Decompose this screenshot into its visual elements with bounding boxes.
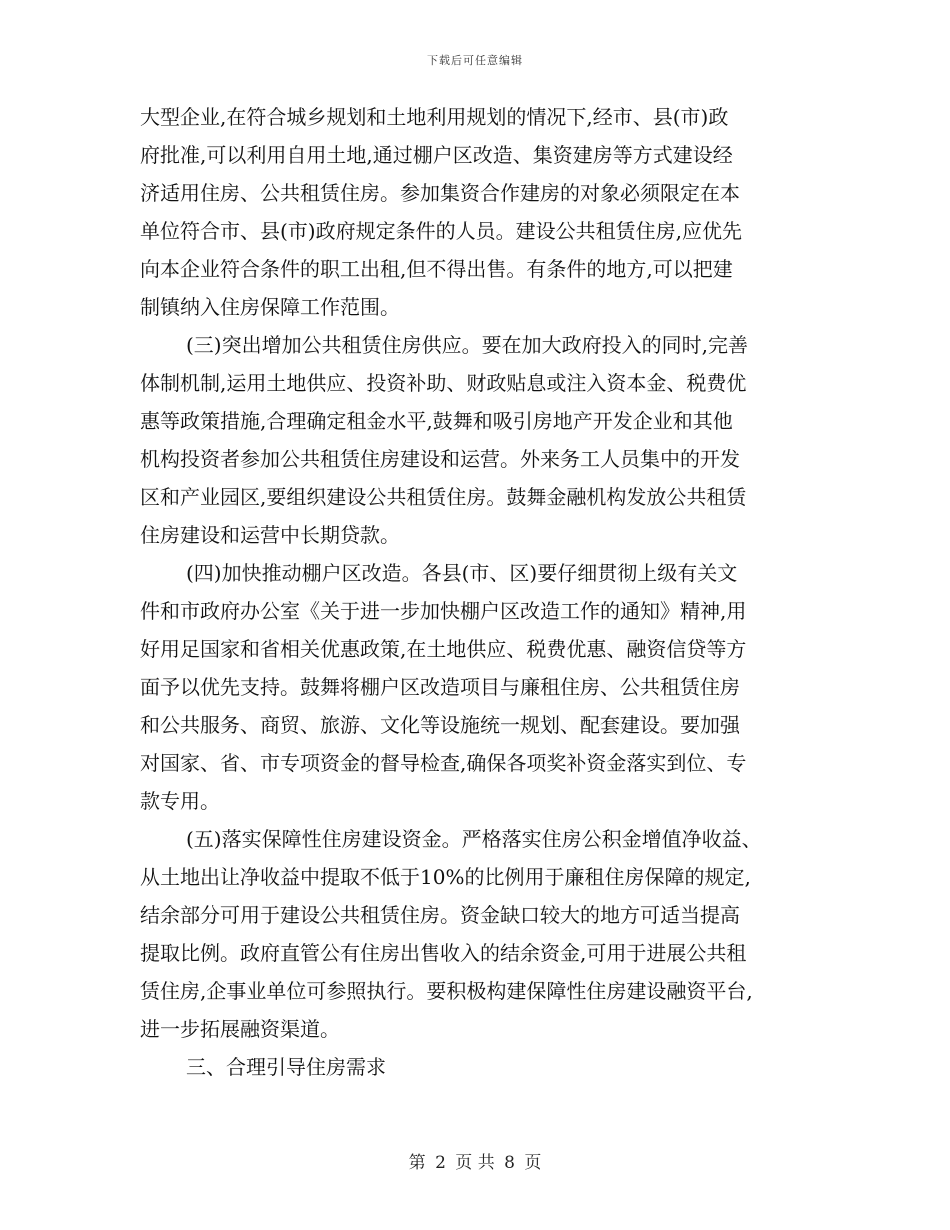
text-line: 机构投资者参加公共租赁住房建设和运营。外来务工人员集中的开发 xyxy=(140,447,740,471)
text-line: 进一步拓展融资渠道。 xyxy=(140,1017,340,1041)
footer-suffix: 页 xyxy=(524,1153,542,1173)
text-line: 济适用住房、公共租赁住房。参加集资合作建房的对象必须限定在本 xyxy=(140,181,740,205)
text-line: 府批准,可以利用自用土地,通过棚户区改造、集资建房等方式建设经 xyxy=(140,143,733,167)
text-line: 赁住房,企事业单位可参照执行。要积极构建保障性住房建设融资平台, xyxy=(140,979,753,1003)
total-page-number: 8 xyxy=(504,1153,515,1173)
text-line: 从土地出让净收益中提取不低于10%的比例用于廉租住房保障的规定, xyxy=(140,865,751,889)
paragraph-start-line: (三)突出增加公共租赁住房供应。要在加大政府投入的同时,完善 xyxy=(186,333,748,357)
text-line: 住房建设和运营中长期贷款。 xyxy=(140,523,400,547)
text-line: 惠等政策措施,合理确定租金水平,鼓舞和吸引房地产开发企业和其他 xyxy=(140,409,733,433)
footer-prefix: 第 xyxy=(408,1153,426,1173)
footer-mid: 页 共 xyxy=(455,1153,495,1173)
paragraph-start-line: (四)加快推动棚户区改造。各县(市、区)要仔细贯彻上级有关文 xyxy=(186,561,738,585)
text-line: 向本企业符合条件的职工出租,但不得出售。有条件的地方,可以把建 xyxy=(140,257,733,281)
text-line: 大型企业,在符合城乡规划和土地利用规划的情况下,经市、县(市)政 xyxy=(140,105,729,129)
text-line: 和公共服务、商贸、旅游、文化等设施统一规划、配套建设。要加强 xyxy=(140,713,740,737)
current-page-number: 2 xyxy=(435,1153,446,1173)
text-line: 面予以优先支持。鼓舞将棚户区改造项目与廉租住房、公共租赁住房 xyxy=(140,675,740,699)
text-line: 款专用。 xyxy=(140,789,220,813)
text-line: 件和市政府办公室《关于进一步加快棚户区改造工作的通知》精神,用 xyxy=(140,599,747,623)
text-line: 单位符合市、县(市)政府规定条件的人员。建设公共租赁住房,应优先 xyxy=(140,219,742,243)
text-line: 好用足国家和省相关优惠政策,在土地供应、税费优惠、融资信贷等方 xyxy=(140,637,747,661)
text-line: 结余部分可用于建设公共租赁住房。资金缺口较大的地方可适当提高 xyxy=(140,903,740,927)
page-footer xyxy=(0,1148,950,1173)
section-heading: 三、合理引导住房需求 xyxy=(186,1055,386,1079)
text-line: 提取比例。政府直管公有住房出售收入的结余资金,可用于进展公共租 xyxy=(140,941,747,965)
document-body xyxy=(140,98,812,1086)
text-line: 制镇纳入住房保障工作范围。 xyxy=(140,295,400,319)
text-line: 区和产业园区,要组织建设公共租赁住房。鼓舞金融机构发放公共租赁 xyxy=(140,485,747,509)
text-line: 体制机制,运用土地供应、投资补助、财政贴息或注入资本金、税费优 xyxy=(140,371,747,395)
page-header: 下载后可任意编辑 xyxy=(427,54,523,67)
text-line: 对国家、省、市专项资金的督导检查,确保各项奖补资金落实到位、专 xyxy=(140,751,747,775)
paragraph-start-line: (五)落实保障性住房建设资金。严格落实住房公积金增值净收益、 xyxy=(186,827,762,851)
